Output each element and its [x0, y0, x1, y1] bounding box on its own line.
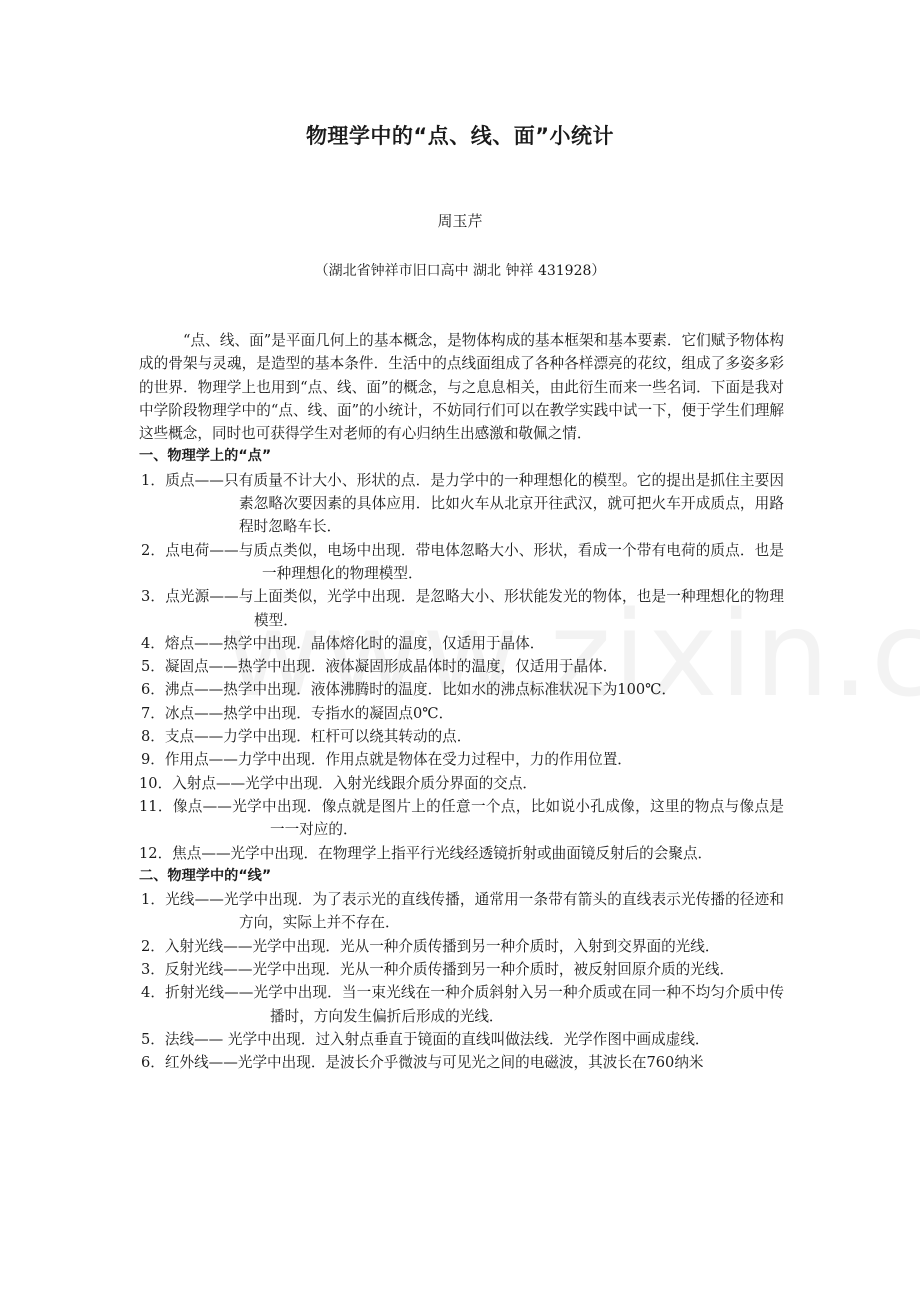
list-item-number: 10． — [139, 774, 173, 792]
list-item-number: 8． — [141, 728, 165, 746]
list-item-text: 折射光线——光学中出现．当一束光线在一种介质斜射入另一种介质或在同一种不均匀介质中传播时，方向发生偏折后形成的光线． — [165, 984, 784, 1025]
list-item-text: 熔点——热学中出现．晶体熔化时的温度，仅适用于晶体． — [164, 634, 545, 652]
list-item-text: 沸点——热学中出现．液体沸腾时的温度．比如水的沸点标准状况下为100℃． — [164, 681, 677, 699]
section-heading-points: 一、物理学上的“点” — [139, 448, 272, 465]
list-item — [139, 842, 784, 865]
list-item — [139, 585, 784, 632]
list-item — [139, 725, 784, 748]
list-item-text: 红外线——光学中出现．是波长介乎微波与可见光之间的电磁波，其波长在760纳米 — [164, 1054, 704, 1072]
list-item-number: 2． — [141, 541, 166, 559]
list-item — [139, 539, 784, 586]
document-body — [139, 329, 784, 1075]
list-item — [139, 772, 784, 795]
list-item-text: 作用点——力学中出现．作用点就是物体在受力过程中，力的作用位置． — [164, 751, 632, 769]
list-item-number: 6． — [141, 1054, 165, 1072]
list-item-number: 5． — [141, 658, 165, 676]
list-item-text: 焦点——光学中出现．在物理学上指平行光线经透镜折射或曲面镜反射后的会聚点． — [172, 844, 713, 862]
list-item-number: 9． — [141, 751, 165, 769]
list-item-text: 质点——只有质量不计大小、形状的点．是力学中的一种理想化的模型。它的提出是抓住主要因素忽略次要因素的具体应用．比如火车从北京开往武汉，就可把火车开成质点，用路程时忽略车长． — [165, 471, 784, 536]
list-item-number: 7． — [141, 704, 165, 722]
list-item — [139, 748, 784, 771]
list-item-text: 法线—— 光学中出现．过入射点垂直于镜面的直线叫做法线．光学作图中画成虚线． — [164, 1030, 710, 1048]
list-item-text: 凝固点——热学中出现．液体凝固形成晶体时的温度，仅适用于晶体． — [164, 658, 618, 676]
list-item-number: 4． — [141, 984, 166, 1002]
list-item — [139, 935, 784, 958]
list-item-number: 3． — [141, 961, 165, 979]
list-item-number: 6． — [141, 681, 165, 699]
list-item-text: 像点——光学中出现．像点就是图片上的任意一个点，比如说小孔成像，这里的物点与像点是一一对应的． — [172, 797, 784, 839]
list-item-text: 光线——光学中出现．为了表示光的直线传播，通常用一条带有箭头的直线表示光传播的径迹和方向，实际上并不存在． — [165, 891, 784, 932]
author-name: 周玉芹 — [437, 212, 483, 230]
list-item — [139, 678, 784, 701]
section-heading-lines: 二、物理学中的“线” — [139, 867, 272, 884]
author-affiliation: （湖北省钟祥市旧口高中 湖北 钟祥 431928） — [314, 263, 606, 279]
list-item-text: 入射点——光学中出现．入射光线跟介质分界面的交点． — [172, 774, 538, 792]
list-item — [139, 632, 784, 655]
list-item-text: 入射光线——光学中出现．光从一种介质传播到另一种介质时，入射到交界面的光线． — [164, 937, 720, 955]
list-item-number: 1． — [141, 471, 166, 489]
list-item-number: 2． — [141, 937, 165, 955]
list-item — [139, 958, 784, 981]
list-item-text: 支点——力学中出现．杠杆可以绕其转动的点． — [164, 728, 472, 746]
list-item — [139, 888, 784, 935]
list-item-text: 点电荷——与质点类似，电场中出现．带电体忽略大小、形状，看成一个带有电荷的质点．也是一种理想化的物理模型． — [165, 541, 784, 582]
list-item — [139, 1028, 784, 1051]
intro-paragraph: “点、线、面”是平面几何上的基本概念，是物体构成的基本框架和基本要素．它们赋予物体构成的骨架与灵魂，是造型的基本条件．生活中的点线面组成了各种各样漂亮的花纹，组成了多姿多彩的世界．物理学上也用到“点、线、面”的概念，与之息息相关，由此衍生而来一些名词．下面是我对中学阶段物理学中的“点、线、面”的小统计，不妨同行们可以在教学实践中试一下，便于学生们理解这些概念，同时也可获得学生对老师的有心归纳生出感激和敬佩之情． — [139, 332, 784, 443]
page-title: 物理学中的“点、线、面”小统计 — [305, 124, 615, 148]
list-item — [139, 702, 784, 725]
list-item-text: 点光源——与上面类似，光学中出现．是忽略大小、形状能发光的物体，也是一种理想化的物理模型． — [165, 588, 784, 629]
list-item — [139, 1051, 784, 1074]
list-item-text: 冰点——热学中出现．专指水的凝固点0℃． — [164, 704, 454, 722]
list-item-number: 12． — [139, 844, 173, 862]
list-item-number: 5． — [141, 1030, 165, 1048]
list-item-number: 4． — [141, 634, 165, 652]
list-item — [139, 655, 784, 678]
list-item-number: 1． — [141, 891, 166, 909]
list-item-text: 反射光线——光学中出现．光从一种介质传播到另一种介质时，被反射回原介质的光线． — [164, 961, 735, 979]
list-item-number: 11． — [139, 797, 173, 815]
list-item-number: 3． — [141, 588, 166, 606]
list-item — [139, 981, 784, 1028]
list-item — [139, 795, 784, 842]
list-item — [139, 469, 784, 539]
